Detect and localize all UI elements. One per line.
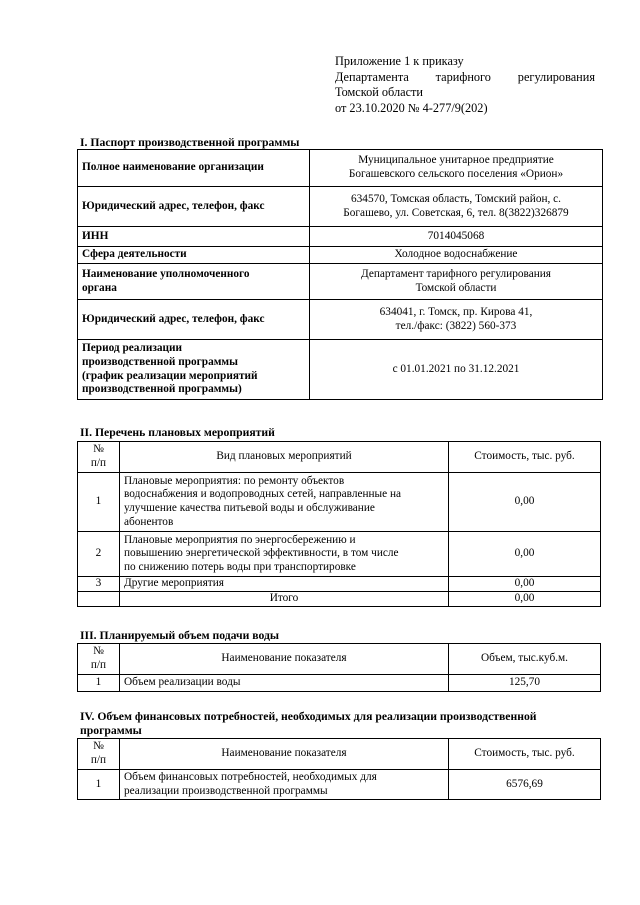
row-num: 1 [78,770,120,800]
label-line: Период реализации [82,342,183,355]
row-num: 3 [78,577,120,592]
row-num: 1 [78,675,120,692]
row-name: Другие мероприятия [120,577,449,592]
passport-table [77,149,603,400]
row-cost: 0,00 [449,473,601,532]
value-line: Муниципальное унитарное предприятие [358,154,554,167]
label-line: производственной программы [82,355,238,368]
passport-label: ИНН [78,227,310,247]
value-line: Департамент тарифного регулирования [360,267,551,280]
name-line: Объем финансовых потребностей, необходимых для [124,770,377,783]
label-line: производственной программы) [82,383,242,396]
passport-value: с 01.01.2021 по 31.12.2021 [310,340,603,400]
row-name [120,473,449,532]
passport-row [78,150,603,187]
row-name [120,770,449,800]
header-name: Наименование показателя [120,644,449,675]
row-cost: 0,00 [449,532,601,577]
row-value: 125,70 [449,675,601,692]
header-num-line: п/п [90,659,107,671]
financial-needs-table [77,738,601,800]
passport-row [78,264,603,300]
label-line: (график реализации мероприятий [82,369,258,382]
planned-measures-table [77,441,601,607]
row-name [120,532,449,577]
passport-label: Юридический адрес, телефон, факс [78,300,310,340]
name-line: Плановые мероприятия: по ремонту объектов [124,474,345,487]
header-name: Вид плановых мероприятий [120,442,449,473]
header-cost: Стоимость, тыс. руб. [449,442,601,473]
table-row [78,532,601,577]
table-header-row [78,739,601,770]
passport-label: Полное наименование организации [78,150,310,187]
header-value: Стоимость, тыс. руб. [449,739,601,770]
value-line: тел./факс: (3822) 560-373 [395,319,517,332]
value-line: 634041, г. Томск, пр. Кирова 41, [379,305,533,318]
value-line: Богашево, ул. Советская, 6, тел. 8(3822)326879 [343,206,569,219]
label-line: органа [82,281,117,294]
table-row [78,577,601,592]
total-row [78,592,601,607]
section-4-title-line: IV. Объем финансовых потребностей, необходимых для реализации производственной [80,710,537,723]
appendix-line-2: Департамента тарифного регулирования [335,69,595,84]
appendix-line-4: от 23.10.2020 № 4-277/9(202) [335,100,488,115]
name-line: по снижению потерь воды при транспортировке [124,560,356,573]
section-3-title: III. Планируемый объем подачи воды [80,629,280,642]
appendix-line-3: Томской области [335,85,423,99]
appendix-header [335,54,595,116]
header-num-line: № [93,443,104,456]
row-value: 6576,69 [449,770,601,800]
passport-value [310,300,603,340]
row-num: 2 [78,532,120,577]
table-header-row [78,442,601,473]
passport-value: 7014045068 [310,227,603,247]
row-cost: 0,00 [449,577,601,592]
passport-row [78,340,603,400]
section-1-title: I. Паспорт производственной программы [80,136,300,149]
header-name: Наименование показателя [120,739,449,770]
table-row [78,473,601,532]
header-num-line: п/п [90,457,107,469]
name-line: повышению энергетической эффективности, в том числе [124,547,399,560]
section-2-title: II. Перечень плановых мероприятий [80,426,275,439]
header-num-line: № [93,740,104,753]
name-line: реализации производственной программы [124,784,328,797]
total-label: Итого [120,592,449,607]
value-line: Томской области [415,281,497,294]
header-num [78,442,120,473]
passport-row [78,300,603,340]
passport-value [310,187,603,227]
header-num-line: п/п [90,754,107,766]
row-num: 1 [78,473,120,532]
header-num [78,644,120,675]
header-value: Объем, тыс.куб.м. [449,644,601,675]
table-row [78,770,601,800]
passport-row [78,227,603,247]
value-line: 634570, Томская область, Томский район, с. [351,192,561,205]
header-num [78,739,120,770]
name-line: водоснабжения и водопроводных сетей, направленные на [124,488,402,501]
passport-label [78,264,310,300]
label-line: Наименование уполномоченного [82,267,250,280]
passport-label [78,340,310,400]
passport-row [78,247,603,264]
passport-row [78,187,603,227]
name-line: Плановые мероприятия по энергосбережению и [124,533,356,546]
passport-value [310,264,603,300]
water-volume-table [77,643,601,692]
passport-label: Сфера деятельности [78,247,310,264]
header-num-line: № [93,645,104,658]
table-row [78,675,601,692]
total-cost: 0,00 [449,592,601,607]
section-4-title-line: программы [80,724,142,737]
row-name: Объем реализации воды [120,675,449,692]
passport-value: Холодное водоснабжение [310,247,603,264]
name-line: улучшение качества питьевой воды и обслуживание [124,502,375,514]
value-line: Богашевского сельского поселения «Орион» [348,168,564,180]
total-empty-cell [78,592,120,607]
table-header-row [78,644,601,675]
appendix-line-1: Приложение 1 к приказу [335,54,464,68]
passport-value [310,150,603,187]
passport-label: Юридический адрес, телефон, факс [78,187,310,227]
section-4-title [80,710,605,738]
name-line: абонентов [124,515,174,528]
